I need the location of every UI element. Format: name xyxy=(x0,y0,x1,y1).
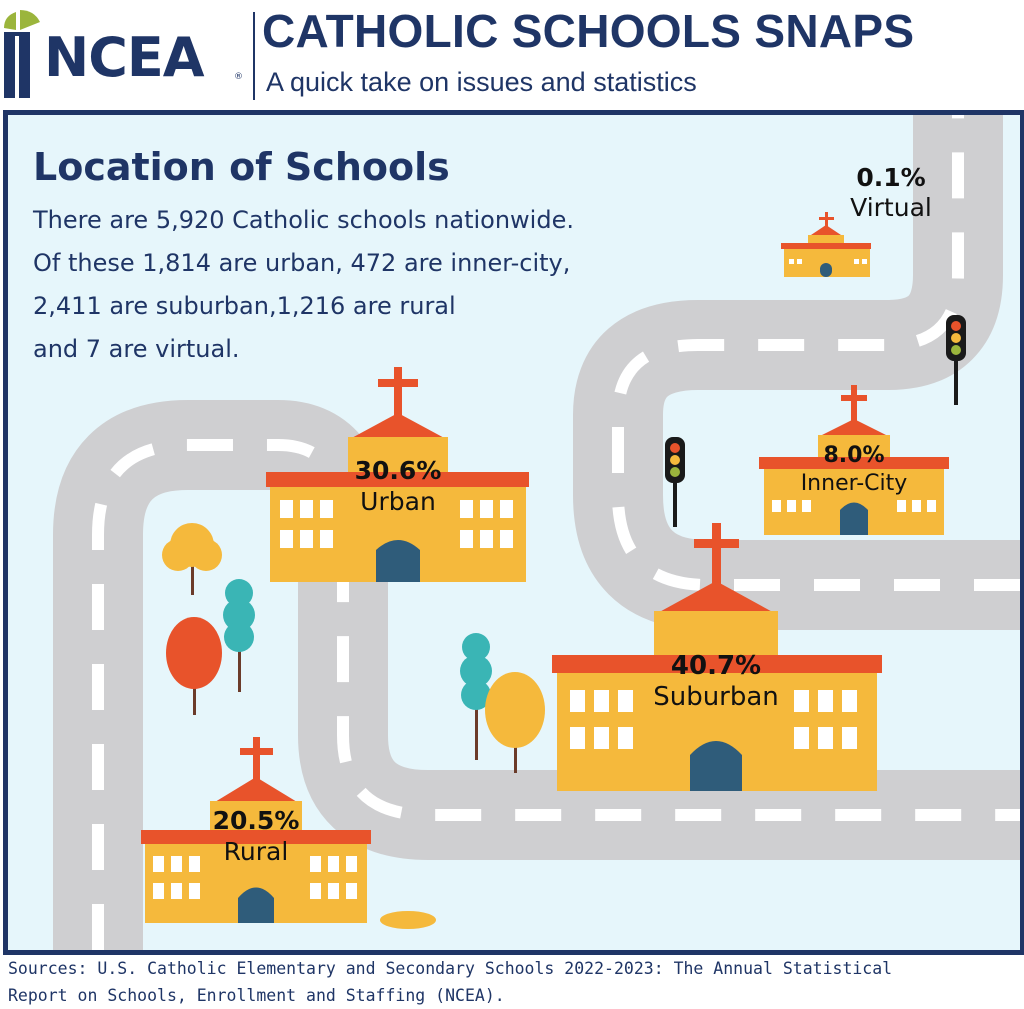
urban-name: Urban xyxy=(360,487,436,516)
header xyxy=(0,0,1024,108)
suburban-name: Suburban xyxy=(653,682,779,712)
summary-line: 2,411 are suburban,1,216 are rural xyxy=(33,292,456,320)
urban-label xyxy=(355,455,442,517)
infographic-panel xyxy=(3,110,1024,955)
summary-text xyxy=(33,199,574,371)
traffic-light-icon xyxy=(665,437,685,527)
tree-icon xyxy=(166,617,222,715)
inner-city-label xyxy=(801,442,908,498)
registered-mark: ® xyxy=(234,72,243,82)
suburban-percent: 40.7% xyxy=(670,651,762,681)
rural-label xyxy=(213,805,300,867)
sources-footnote xyxy=(8,955,892,1009)
logo-mark-icon xyxy=(0,8,44,100)
ncea-logo[interactable] xyxy=(0,8,250,100)
logo-text: NCEA xyxy=(44,26,204,89)
inner-city-percent: 8.0% xyxy=(823,443,885,468)
virtual-name: Virtual xyxy=(850,193,932,222)
urban-percent: 30.6% xyxy=(354,456,442,485)
sources-line: Sources: U.S. Catholic Elementary and Secondary Schools 2022-2023: The Annual Statistical xyxy=(8,959,893,978)
summary-line: and 7 are virtual. xyxy=(33,335,240,363)
bush-icon xyxy=(380,911,436,929)
sources-line: Report on Schools, Enrollment and Staffing (NCEA). xyxy=(8,986,505,1005)
tree-icon xyxy=(162,523,222,595)
inner-city-name: Inner-City xyxy=(800,471,908,496)
header-divider xyxy=(253,12,255,100)
suburban-label xyxy=(653,651,779,713)
rural-name: Rural xyxy=(223,837,289,866)
tree-icon xyxy=(485,672,545,773)
section-heading: Location of Schools xyxy=(33,145,450,189)
virtual-label xyxy=(850,163,932,223)
tree-icon xyxy=(223,579,255,692)
rural-percent: 20.5% xyxy=(212,806,300,835)
summary-line: There are 5,920 Catholic schools nationwide. xyxy=(33,206,574,234)
virtual-percent: 0.1% xyxy=(856,163,926,192)
summary-line: Of these 1,814 are urban, 472 are inner-city, xyxy=(33,249,571,277)
page-title: CATHOLIC SCHOOLS SNAPS xyxy=(262,5,915,57)
page-subtitle: A quick take on issues and statistics xyxy=(266,67,697,97)
